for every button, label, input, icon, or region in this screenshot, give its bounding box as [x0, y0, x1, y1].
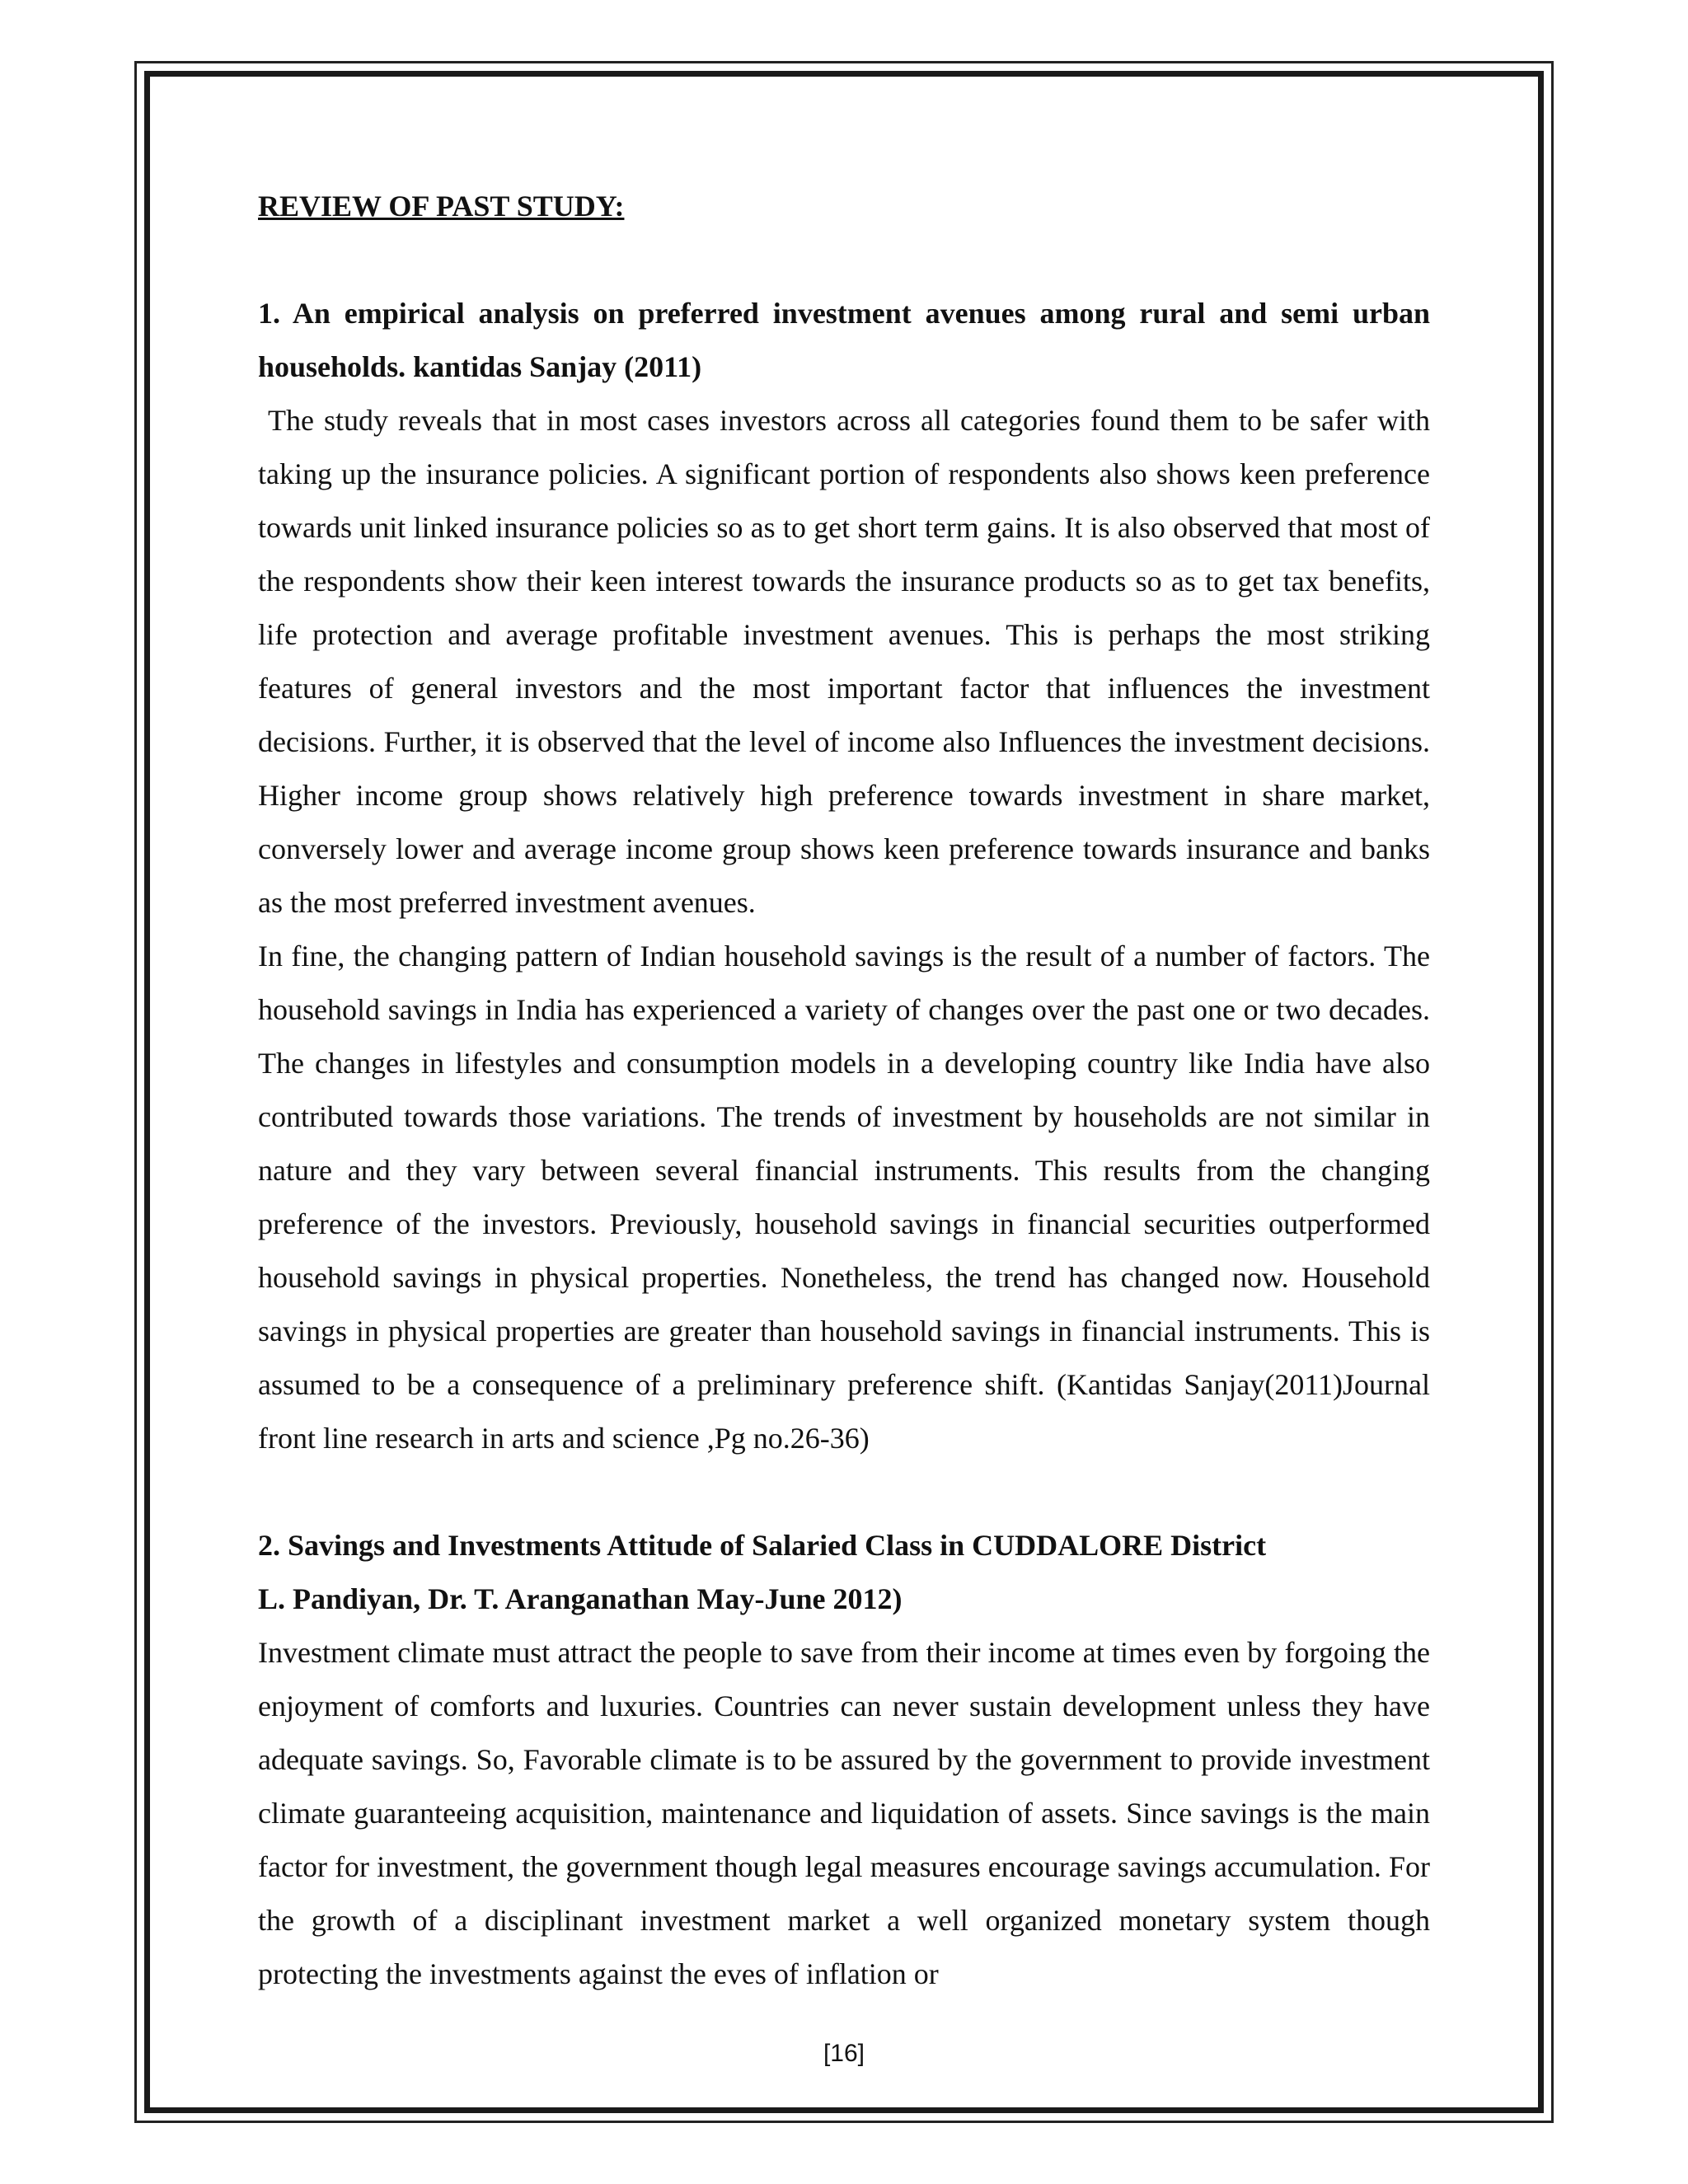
page-number: [16] [823, 2040, 865, 2067]
study-1-paragraph-2: In fine, the changing pattern of Indian household savings is the result of a number of factors. The household savings in India has experienced a variety of changes over the past one or two decades. The changes in lifestyles and consumption models in a developing country like India have also contributed towards those variations. The trends of investment by households are not similar in nature and they vary between several financial instruments. This results from the changing preference of the investors. Previously, household savings in financial securities outperformed household savings in physical properties. Nonetheless, the trend has changed now. Household savings in physical properties are greater than household savings in financial instruments. This is assumed to be a consequence of a preliminary preference shift. (Kantidas Sanjay(2011)Journal front line research in arts and science ,Pg no.26-36) [258, 940, 1430, 1455]
study-2-title-line-2: L. Pandiyan, Dr. T. Aranganathan May-June 2012) [258, 1582, 903, 1615]
study-1-title: 1. An empirical analysis on preferred investment avenues among rural and semi urban households. kantidas Sanjay (2011) [258, 297, 1430, 383]
document-body [258, 180, 1438, 2001]
spacer [258, 1465, 1430, 1519]
spacer [258, 233, 1430, 287]
study-1-paragraph-1: The study reveals that in most cases investors across all categories found them to be safer with taking up the insurance policies. A significant portion of respondents also shows keen preference towards unit linked insurance policies so as to get short term gains. It is also observed that most of the respondents show their keen interest towards the insurance products so as to get tax benefits, life protection and average profitable investment avenues. This is perhaps the most striking features of general investors and the most important factor that influences the investment decisions. Further, it is observed that the level of income also Influences the investment decisions. Higher income group shows relatively high preference towards investment in share market, conversely lower and average income group shows keen preference towards insurance and banks as the most preferred investment avenues. [258, 404, 1438, 919]
study-2-paragraph-1: Investment climate must attract the people to save from their income at times even by forgoing the enjoyment of comforts and luxuries. Countries can never sustain development unless they have adequate savings. So, Favorable climate is to be assured by the government to provide investment climate guaranteeing acquisition, maintenance and liquidation of assets. Since savings is the main factor for investment, the government though legal measures encourage savings accumulation. For the growth of a disciplinant investment market a well organized monetary system though protecting the investments against the eves of inflation or [258, 1636, 1430, 1990]
study-2-title-line-1: 2. Savings and Investments Attitude of Salaried Class in CUDDALORE District [258, 1529, 1267, 1562]
study-2 [258, 1519, 1430, 2001]
page-heading: REVIEW OF PAST STUDY: [258, 190, 625, 223]
study-1 [258, 287, 1438, 1465]
